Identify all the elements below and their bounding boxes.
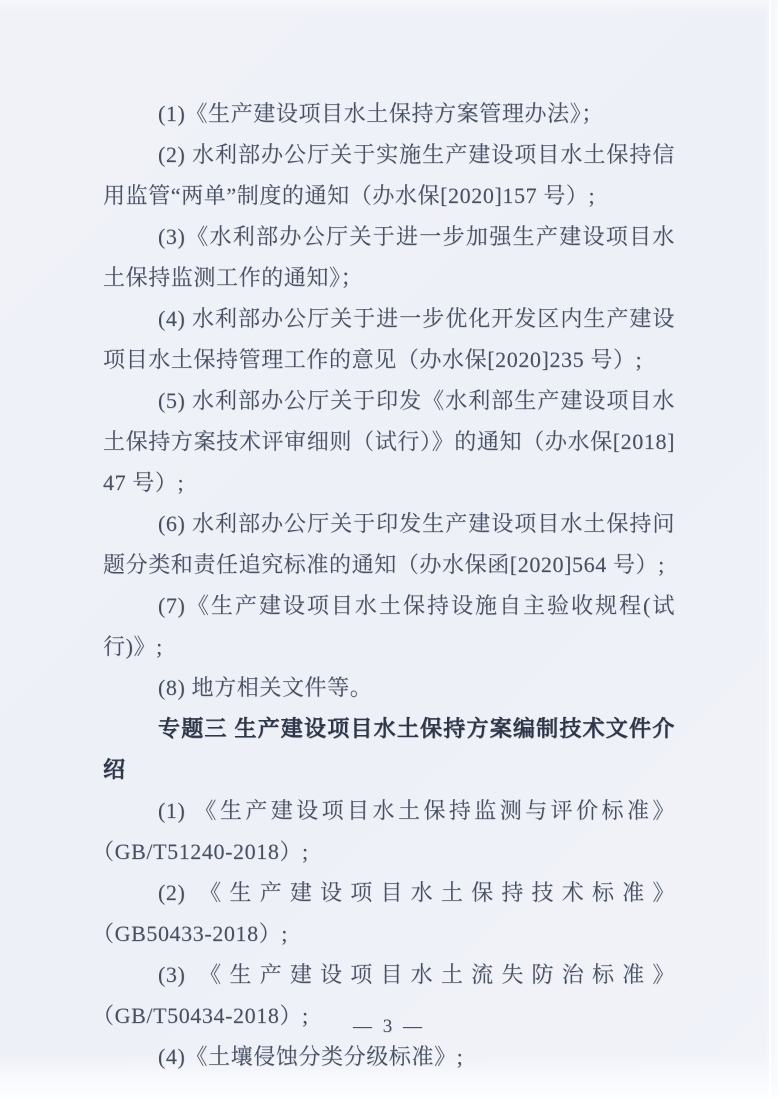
- standard-title: (2) 《生产建设项目水土保持技术标准》: [158, 880, 675, 905]
- standard-code: （GB/T50434-2018）;: [103, 1003, 309, 1028]
- regulation-item-2: (2) 水利部办公厅关于实施生产建设项目水土保持信用监管“两单”制度的通知（办水保[2020]157 号）;: [103, 142, 675, 208]
- standard-title: (4)《土壤侵蚀分类分级标准》;: [158, 1044, 464, 1069]
- standard-title: (1) 《生产建设项目水土保持监测与评价标准》: [158, 798, 675, 823]
- section-heading: 专题三 生产建设项目水土保持方案编制技术文件介绍: [103, 716, 675, 782]
- document-body: [103, 93, 675, 1077]
- standard-code: （GB50433-2018）;: [103, 921, 289, 946]
- regulation-item-7: (7)《生产建设项目水土保持设施自主验收规程(试行)》;: [103, 593, 675, 659]
- page-number: — 3 —: [353, 1016, 425, 1037]
- regulation-item-8: (8) 地方相关文件等。: [158, 675, 373, 700]
- standard-title: (3) 《生产建设项目水土流失防治标准》: [158, 962, 675, 987]
- standard-code: （GB/T51240-2018）;: [103, 839, 309, 864]
- regulation-item-6: (6) 水利部办公厅关于印发生产建设项目水土保持问题分类和责任追究标准的通知（办水保函[2020]564 号）;: [103, 511, 675, 577]
- regulation-item-4: (4) 水利部办公厅关于进一步优化开发区内生产建设项目水土保持管理工作的意见（办水保[2020]235 号）;: [103, 306, 675, 372]
- regulation-item-5: (5) 水利部办公厅关于印发《水利部生产建设项目水土保持方案技术评审细则（试行）》的通知（办水保[2018]47 号）;: [103, 388, 675, 495]
- regulation-item-3: (3)《水利部办公厅关于进一步加强生产建设项目水土保持监测工作的通知》；: [103, 224, 675, 290]
- scan-edge-artifact: [769, 0, 771, 1100]
- regulation-item-1: (1)《生产建设项目水土保持方案管理办法》；: [158, 101, 604, 126]
- standard-item-2: [103, 872, 675, 954]
- standard-item-1: [103, 790, 675, 872]
